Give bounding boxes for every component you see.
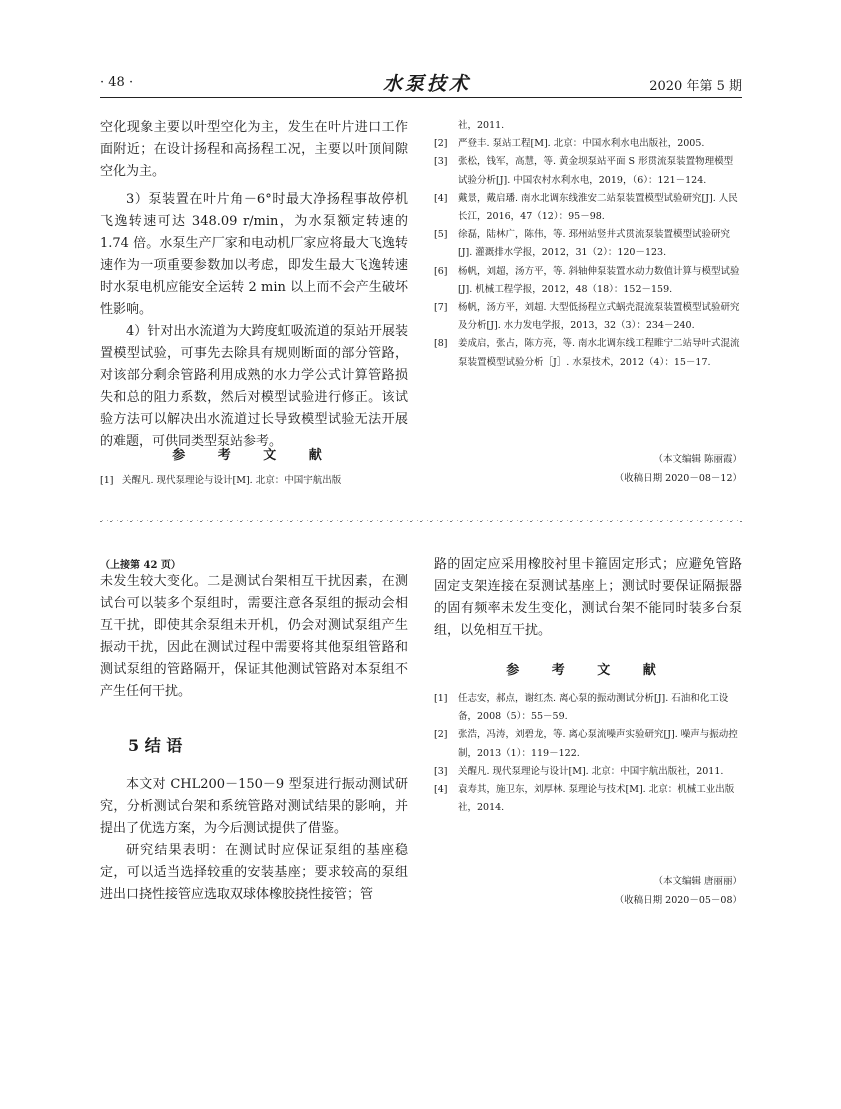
reference-item bbox=[434, 135, 742, 153]
section-title: 5 结 语 bbox=[128, 736, 183, 755]
editor-note: （本文编辑 陈丽霞） bbox=[653, 454, 742, 465]
received-date: （收稿日期 2020－08－12） bbox=[614, 473, 742, 484]
reference-item bbox=[434, 690, 742, 726]
reference-text: 严登丰. 泵站工程[M]. 北京：中国水利水电出版社，2005. bbox=[458, 138, 705, 150]
editor-note: （本文编辑 唐丽丽） bbox=[653, 876, 742, 887]
reference-number: [4] bbox=[434, 784, 448, 796]
reference-item bbox=[434, 335, 742, 371]
top-left-column bbox=[100, 117, 408, 453]
reference-text: 张松，钱军，高慧，等. 黄金坝泵站平面 S 形贯流泵装置物理模型试验分析[J]. 中国农村水利水电，2019，（6）：121－124. bbox=[458, 156, 734, 186]
section-divider bbox=[100, 520, 742, 521]
paragraph: 研究结果表明：在测试时应保证泵组的基座稳定，可以适当选择较重的安装基座；要求较高的泵组进出口挠性接管应选取双球体橡胶挠性接管；管 bbox=[100, 843, 408, 902]
reference-item bbox=[434, 153, 742, 189]
reference-number: [7] bbox=[434, 302, 448, 314]
reference-item bbox=[434, 226, 742, 262]
reference-number: [2] bbox=[434, 138, 448, 150]
paragraph: 路的固定应采用橡胶衬里卡箍固定形式；应避免管路固定支架连接在泵测试基座上；测试时要保证隔振器的固有频率未发生变化，测试台架不能同时装多台泵组，以免相互干扰。 bbox=[434, 557, 742, 638]
reference-item bbox=[100, 472, 408, 490]
journal-logo: 水泵技术 bbox=[383, 73, 472, 95]
reference-number: [6] bbox=[434, 265, 448, 277]
header-rule bbox=[100, 97, 742, 98]
reference-list bbox=[100, 472, 408, 490]
issue-label: 2020 年第 5 期 bbox=[649, 79, 742, 94]
reference-item bbox=[434, 117, 742, 135]
reference-text: 任志安，郝点，谢红杰. 离心泵的振动测试分析[J]. 石油和化工设备，2008（5）：55－59. bbox=[458, 693, 729, 723]
bottom-left-column bbox=[100, 571, 408, 703]
reference-list bbox=[434, 117, 742, 372]
reference-item bbox=[434, 726, 742, 762]
reference-text: 关醒凡. 现代泵理论与设计[M]. 北京：中国宇航出版 bbox=[122, 475, 342, 486]
paragraph: 未发生较大变化。二是测试台架相互干扰因素，在测试台可以装多个泵组时，需要注意各泵组的振动会相互干扰，即使其余泵组未开机，仍会对测试泵组产生振动干扰，因此在测试过程中需要将其他泵组管路和测试泵组的管路隔开，保证其他测试管路对本泵组不产生任何干扰。 bbox=[100, 574, 408, 699]
reference-text: 张浩，冯涛，刘碧龙，等. 离心泵流噪声实验研究[J]. 噪声与振动控制，2013（1）：119－122. bbox=[458, 729, 738, 759]
reference-item bbox=[434, 190, 742, 226]
reference-number: [2] bbox=[434, 729, 448, 741]
reference-text: 杨帆，汤方平，刘超. 大型低扬程立式蜗壳混流泵装置模型试验研究及分析[J]. 水力发电学报，2013，32（3）：234－240. bbox=[458, 302, 740, 332]
paragraph: 本文对 CHL200－150－9 型泵进行振动测试研究，分析测试台架和系统管路对测试结果的影响，并提出了优选方案，为今后测试提供了借鉴。 bbox=[100, 777, 408, 836]
reference-text: 杨帆，刘超，汤方平，等. 斜轴伸泵装置水动力数值计算与模型试验[J]. 机械工程学报，2012，48（18）：152－159. bbox=[458, 265, 740, 295]
reference-item bbox=[434, 781, 742, 817]
reference-text: 姜成启，张占，陈方亮，等. 南水北调东线工程睢宁二站导叶式混流泵装置模型试验分析［J］. 水泵技术，2012（4）：15－17. bbox=[458, 338, 740, 368]
page-number: · 48 · bbox=[100, 75, 134, 90]
continued-note: （上接第 42 页） bbox=[100, 560, 181, 571]
reference-number: [3] bbox=[434, 765, 448, 777]
references-heading: 参 考 文 献 bbox=[506, 663, 670, 678]
reference-number: [1] bbox=[100, 475, 114, 486]
paragraph: 空化现象主要以叶型空化为主，发生在叶片进口工作面附近；在设计扬程和高扬程工况，主要以叶顶间隙空化为主。 bbox=[100, 120, 408, 179]
paragraph: 4）针对出水流道为大跨度虹吸流道的泵站开展装置模型试验，可事先去除具有规则断面的部分管路，对该部分剩余管路利用成熟的水力学公式计算管路损失和总的阻力系数，然后对模型试验进行修正。该试验方法可以解决出水流道过长导致模型试验无法开展的难题，可供同类型泵站参考。 bbox=[100, 324, 408, 449]
references-heading: 参 考 文 献 bbox=[172, 448, 336, 463]
reference-number: [5] bbox=[434, 229, 448, 241]
reference-text: 关醒凡. 现代泵理论与设计[M]. 北京：中国宇航出版社，2011. bbox=[458, 765, 724, 777]
bottom-right-column bbox=[434, 554, 742, 642]
reference-number: [3] bbox=[434, 156, 448, 168]
reference-number: [4] bbox=[434, 192, 448, 204]
reference-number bbox=[434, 117, 450, 135]
reference-text: 徐磊，陆林广，陈伟，等. 邳州站竖井式贯流泵装置模型试验研究[J]. 灌溉排水学报，2012，31（2）：120－123. bbox=[458, 229, 731, 259]
reference-item bbox=[434, 763, 742, 781]
reference-item bbox=[434, 299, 742, 335]
reference-text: 袁寿其，施卫东，刘厚林. 泵理论与技术[M]. 北京：机械工业出版社，2014. bbox=[458, 784, 735, 814]
paragraph: 3）泵装置在叶片角－6°时最大净扬程事故停机飞逸转速可达 348.09 r/min，为水泵额定转速的 1.74 倍。水泵生产厂家和电动机厂家应将最大飞逸转速作为一项重要参数加以考虑，即发生最大飞逸转速时水泵电机应能安全运转 2 min 以上而不会产生破坏性影响。 bbox=[100, 192, 408, 317]
bottom-left-column-2 bbox=[100, 774, 408, 906]
reference-list bbox=[434, 690, 742, 817]
reference-text: 社，2011. bbox=[458, 120, 505, 131]
reference-item bbox=[434, 263, 742, 299]
reference-number: [8] bbox=[434, 338, 448, 350]
reference-number: [1] bbox=[434, 693, 448, 704]
received-date: （收稿日期 2020－05－08） bbox=[614, 895, 742, 906]
reference-text: 戴景，戴启璠. 南水北调东线淮安二站泵装置模型试验研究[J]. 人民长江，2016，47（12）：95－98. bbox=[458, 192, 738, 223]
